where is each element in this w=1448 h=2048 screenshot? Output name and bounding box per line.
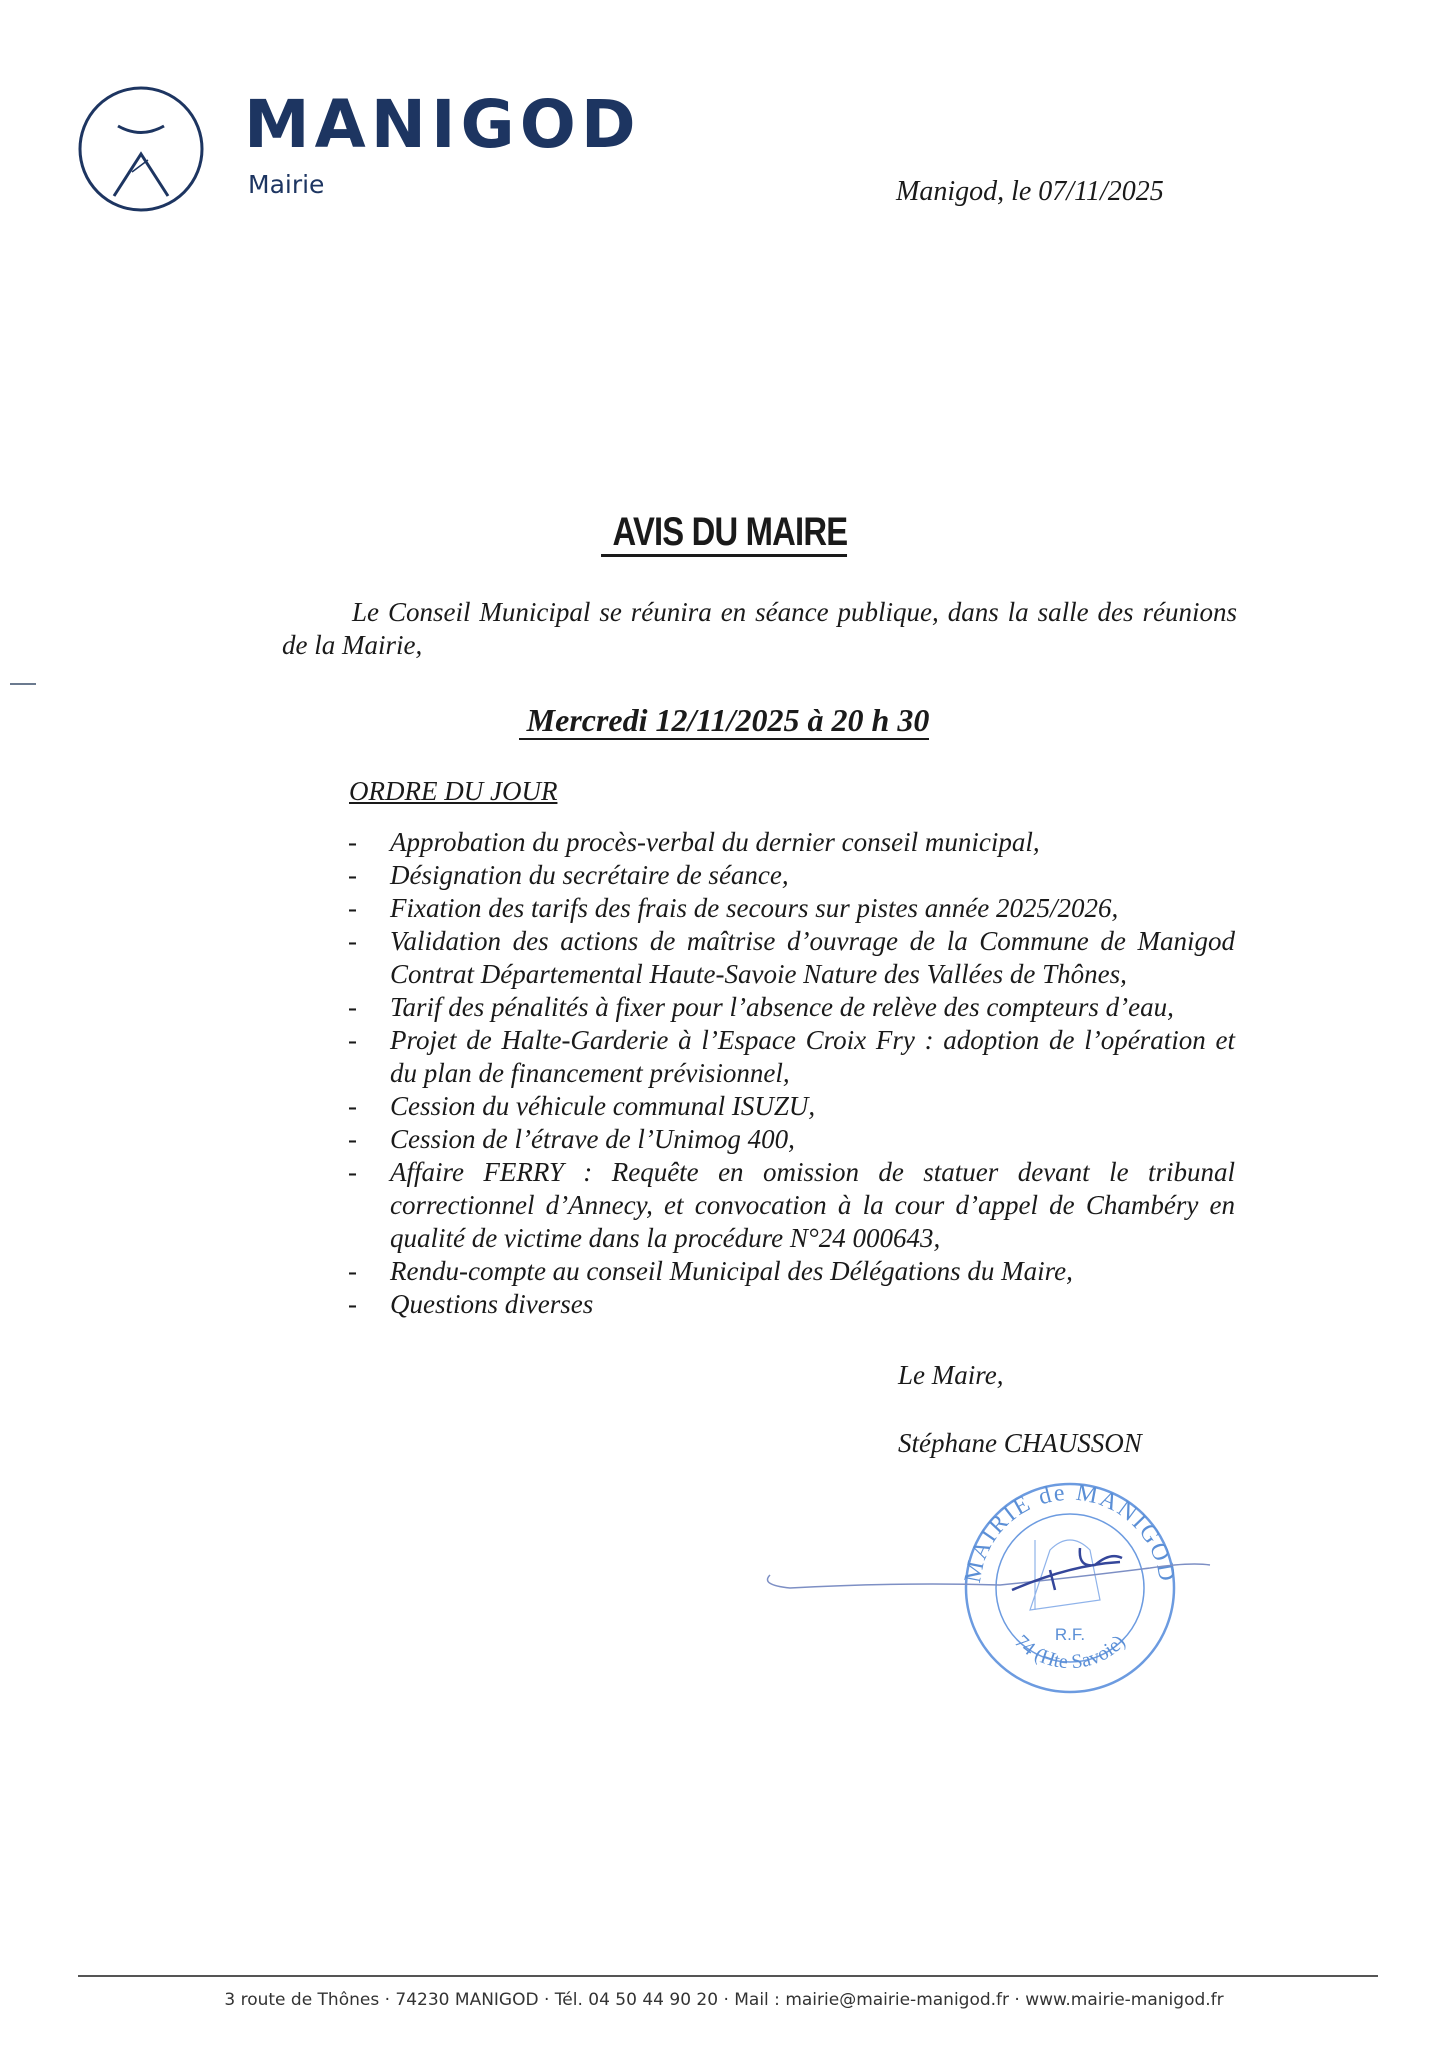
brand-name: MANIGOD <box>244 86 641 163</box>
notice-intro: Le Conseil Municipal se réunira en séance publique, dans la salle des réunions de la Mairie, <box>282 597 1237 660</box>
margin-mark <box>10 683 36 685</box>
bullet-dash: - <box>348 1124 357 1154</box>
bullet-dash: - <box>348 926 357 956</box>
notice-title-wrap <box>0 510 1448 557</box>
agenda-item: - Affaire FERRY : Requête en omission de statuer devant le tribunal correctionnel d’Annecy, et convocation à la cour d’appel de Chambéry en qualité de victime dans la procédure N°24 000643, <box>348 1157 1235 1253</box>
agenda-item: - Approbation du procès-verbal du dernier conseil municipal, <box>348 827 1040 857</box>
bullet-dash: - <box>348 1025 357 1055</box>
bullet-dash: - <box>348 1289 357 1319</box>
bullet-dash: - <box>348 893 357 923</box>
meeting-datetime-wrap <box>0 702 1448 739</box>
agenda-item: - Questions diverses <box>348 1289 594 1319</box>
notice-intro-wrap <box>282 596 1237 662</box>
notice-title: AVIS DU MAIRE <box>601 510 847 557</box>
agenda-item: - Fixation des tarifs des frais de secours sur pistes année 2025/2026, <box>348 893 1119 923</box>
signature-name: Stéphane CHAUSSON <box>898 1428 1142 1458</box>
bullet-dash: - <box>348 992 357 1022</box>
footer-contact: 3 route de Thônes · 74230 MANIGOD · Tél. 04 50 44 90 20 · Mail : mairie@mairie-manigod.fr · www.mairie-manigod.fr <box>224 1990 1224 2010</box>
agenda-list <box>340 826 1235 1321</box>
manigod-logo-icon <box>76 84 206 214</box>
brand-subtitle: Mairie <box>248 170 325 199</box>
agenda-item: - Désignation du secrétaire de séance, <box>348 860 789 890</box>
agenda-item: - Rendu-compte au conseil Municipal des Délégations du Maire, <box>348 1256 1073 1286</box>
bullet-dash: - <box>348 1091 357 1121</box>
bullet-dash: - <box>348 860 357 890</box>
stamp-center-text: R.F. <box>1054 1625 1086 1644</box>
stamp-top-text: MAIRIE de MANIGOD <box>959 1479 1181 1585</box>
signature-title: Le Maire, <box>898 1360 1004 1390</box>
agenda-item: - Projet de Halte-Garderie à l’Espace Croix Fry : adoption de l’opération et du plan de financement prévisionnel, <box>348 1025 1235 1088</box>
agenda-item: - Cession de l’étrave de l’Unimog 400, <box>348 1124 795 1154</box>
stamp-bottom-text: 74 (Hte Savoie) <box>1010 1630 1130 1674</box>
agenda-item: - Validation des actions de maîtrise d’ouvrage de la Commune de Manigod Contrat Départemental Haute-Savoie Nature des Vallées de Thônes, <box>348 926 1235 989</box>
official-stamp-icon <box>750 1470 1250 1700</box>
agenda-title: ORDRE DU JOUR <box>349 776 558 806</box>
agenda-item: - Cession du véhicule communal ISUZU, <box>348 1091 816 1121</box>
date-line: Manigod, le 07/11/2025 <box>896 176 1164 207</box>
meeting-datetime: Mercredi 12/11/2025 à 20 h 30 <box>519 702 930 740</box>
bullet-dash: - <box>348 1157 357 1187</box>
agenda-item: - Tarif des pénalités à fixer pour l’absence de relève des compteurs d’eau, <box>348 992 1174 1022</box>
bullet-dash: - <box>348 1256 357 1286</box>
bullet-dash: - <box>348 827 357 857</box>
footer-divider <box>78 1975 1378 1977</box>
